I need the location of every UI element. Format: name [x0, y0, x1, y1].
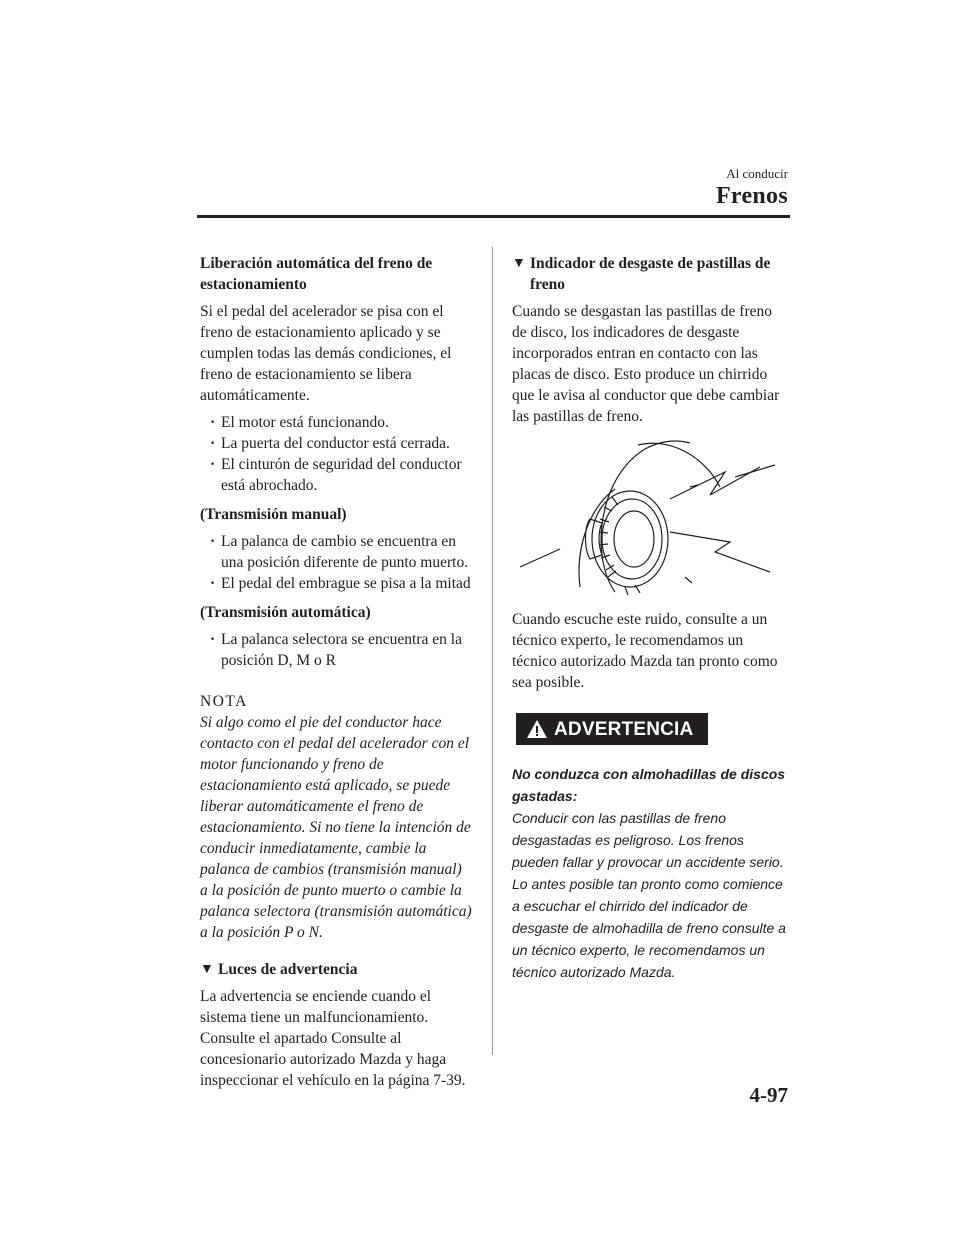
list-item: · La puerta del conductor está cerrada.: [210, 433, 472, 454]
pad-wear-indicator-heading-text: Indicador de desgaste de pastillas de freno: [530, 255, 771, 293]
warning-bold-heading: No conduzca con almohadillas de discos gastadas:: [512, 766, 786, 804]
header-divider: [197, 215, 790, 218]
warning-body: [512, 763, 790, 983]
right-column: [512, 253, 790, 983]
parking-brake-release-intro: Si el pedal del acelerador se pisa con el freno de estacionamiento aplicado y se cumplen todas las demás condiciones, el freno de estacionamiento se libera automáticamente.: [200, 303, 452, 404]
list-item: · El pedal del embrague se pisa a la mitad: [210, 573, 472, 594]
warning-lights-heading: [200, 959, 472, 980]
warning-triangle-icon: [526, 719, 548, 739]
automatic-transmission-heading: (Transmisión automática): [200, 604, 371, 621]
parking-brake-release-heading: Liberación automática del freno de estacionamiento: [200, 255, 433, 293]
automatic-transmission-list: [200, 629, 472, 671]
pad-wear-advice: Cuando escuche este ruido, consulte a un técnico experto, le recomendamos un técnico autorizado Mazda tan pronto como sea posible.: [512, 611, 778, 691]
page-number: 4-97: [749, 1083, 788, 1107]
list-item: · El cinturón de seguridad del conductor está abrochado.: [210, 454, 472, 496]
list-item: · La palanca selectora se encuentra en la posición D, M o R: [210, 629, 472, 671]
manual-transmission-list: [200, 531, 472, 594]
warning-lights-text: La advertencia se enciende cuando el sistema tiene un malfuncionamiento. Consulte el apartado Consulte al concesionario autorizado Mazda y haga inspeccionar el vehículo en la página 7-39.: [200, 988, 466, 1089]
column-divider: [492, 247, 493, 1055]
list-item: · El motor está funcionando.: [210, 412, 472, 433]
pad-wear-indicator-heading: [512, 253, 790, 295]
header-section-label: Al conducir: [726, 166, 788, 181]
triangle-down-icon: ▼: [512, 256, 526, 271]
page-title: Frenos: [715, 183, 788, 209]
warning-lights-heading-text: Luces de advertencia: [218, 961, 358, 978]
warning-banner: [516, 713, 708, 745]
manual-transmission-heading: (Transmisión manual): [200, 506, 347, 523]
nota-label: NOTA: [200, 693, 248, 710]
brake-disc-illustration: [520, 437, 785, 597]
nota-text: Si algo como el pie del conductor hace contacto con el pedal del acelerador con el motor funcionando y freno de estacionamiento está aplicado, se puede liberar automáticamente el freno de estacionamiento. Si no tiene la intención de conducir inmediatamente, cambie la palanca de cambios (transmisión manual) a la posición de punto muerto o cambie la palanca selectora (transmisión automática) a la posición P o N.: [200, 714, 472, 941]
list-item: · La palanca de cambio se encuentra en una posición diferente de punto muerto.: [210, 531, 472, 573]
warning-banner-label: ADVERTENCIA: [554, 718, 694, 740]
warning-text: Conducir con las pastillas de freno desgastadas es peligroso. Los frenos pueden fallar y provocar un accidente serio. Lo antes posible tan pronto como comience a escuchar el chirrido del indicador de desgaste de almohadilla de freno consulte a un técnico experto, le recomendamos un técnico autorizado Mazda.: [512, 810, 786, 980]
triangle-down-icon: ▼: [200, 962, 214, 977]
left-column: [200, 253, 472, 1091]
conditions-list: [200, 412, 472, 496]
pad-wear-text: Cuando se desgastan las pastillas de freno de disco, los indicadores de desgaste incorporados entran en contacto con las placas de disco. Esto produce un chirrido que le avisa al conductor que debe cambiar las pastillas de freno.: [512, 303, 780, 425]
